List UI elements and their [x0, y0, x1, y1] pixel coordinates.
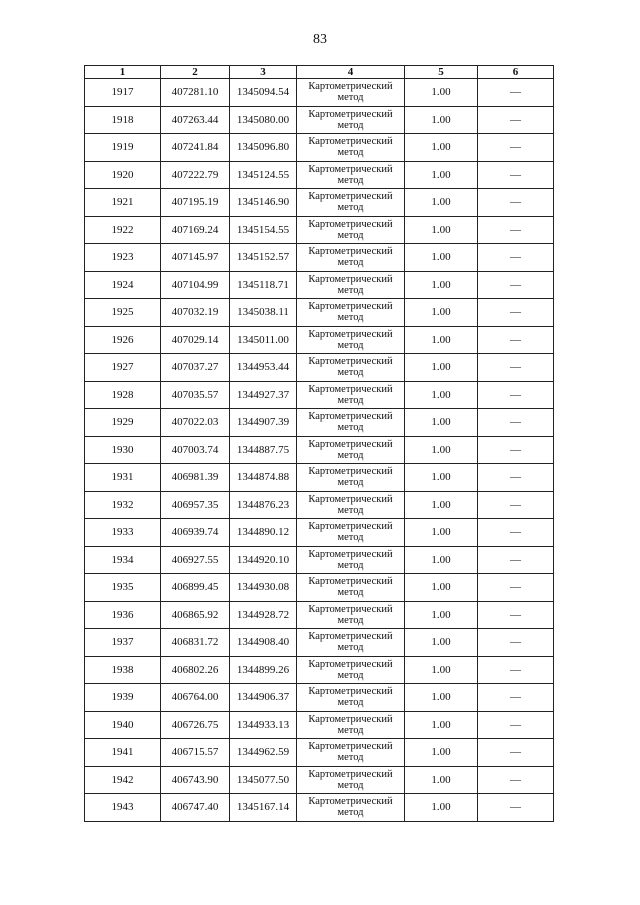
method-cell	[297, 106, 405, 134]
accuracy-cell: 1.00	[405, 766, 478, 794]
method-cell	[297, 766, 405, 794]
point-number-cell: 1932	[85, 491, 161, 519]
accuracy-cell: 1.00	[405, 106, 478, 134]
method-line-1: Картометрический	[308, 521, 393, 533]
method-line-2: метод	[337, 779, 364, 791]
point-number-cell: 1940	[85, 711, 161, 739]
method-line-1: Картометрический	[308, 603, 393, 615]
note-cell: —	[478, 271, 554, 299]
note-cell: —	[478, 464, 554, 492]
method-line-1: Картометрический	[308, 466, 393, 478]
x-coordinate-cell: 406981.39	[161, 464, 230, 492]
coordinates-table	[84, 65, 554, 822]
point-number-cell: 1922	[85, 216, 161, 244]
method-line-2: метод	[337, 504, 364, 516]
y-coordinate-cell: 1344933.13	[230, 711, 297, 739]
method-cell	[297, 601, 405, 629]
method-line-1: Картометрический	[308, 796, 393, 808]
point-number-cell: 1942	[85, 766, 161, 794]
table-row	[85, 216, 554, 244]
y-coordinate-cell: 1345080.00	[230, 106, 297, 134]
accuracy-cell: 1.00	[405, 326, 478, 354]
header-cell: 4	[297, 66, 405, 79]
table-row	[85, 244, 554, 272]
y-coordinate-cell: 1345118.71	[230, 271, 297, 299]
accuracy-cell: 1.00	[405, 409, 478, 437]
accuracy-cell: 1.00	[405, 601, 478, 629]
method-line-2: метод	[337, 147, 364, 159]
table-row	[85, 106, 554, 134]
y-coordinate-cell: 1344907.39	[230, 409, 297, 437]
note-cell: —	[478, 216, 554, 244]
method-cell	[297, 299, 405, 327]
point-number-cell: 1926	[85, 326, 161, 354]
point-number-cell: 1929	[85, 409, 161, 437]
method-line-1: Картометрический	[308, 218, 393, 230]
y-coordinate-cell: 1344899.26	[230, 656, 297, 684]
note-cell: —	[478, 436, 554, 464]
point-number-cell: 1928	[85, 381, 161, 409]
method-line-2: метод	[337, 202, 364, 214]
y-coordinate-cell: 1344890.12	[230, 519, 297, 547]
x-coordinate-cell: 407029.14	[161, 326, 230, 354]
accuracy-cell: 1.00	[405, 711, 478, 739]
x-coordinate-cell: 406927.55	[161, 546, 230, 574]
y-coordinate-cell: 1344927.37	[230, 381, 297, 409]
x-coordinate-cell: 407169.24	[161, 216, 230, 244]
method-cell	[297, 79, 405, 107]
method-cell	[297, 464, 405, 492]
method-line-1: Картометрический	[308, 438, 393, 450]
accuracy-cell: 1.00	[405, 464, 478, 492]
method-cell	[297, 794, 405, 822]
x-coordinate-cell: 407037.27	[161, 354, 230, 382]
method-line-1: Картометрический	[308, 493, 393, 505]
table-row	[85, 189, 554, 217]
note-cell: —	[478, 79, 554, 107]
method-line-1: Картометрический	[308, 631, 393, 643]
accuracy-cell: 1.00	[405, 299, 478, 327]
method-line-1: Картометрический	[308, 108, 393, 120]
x-coordinate-cell: 406899.45	[161, 574, 230, 602]
method-line-1: Картометрический	[308, 576, 393, 588]
note-cell: —	[478, 601, 554, 629]
point-number-cell: 1918	[85, 106, 161, 134]
method-line-2: метод	[337, 449, 364, 461]
method-line-2: метод	[337, 669, 364, 681]
table-row	[85, 381, 554, 409]
note-cell: —	[478, 656, 554, 684]
point-number-cell: 1933	[85, 519, 161, 547]
x-coordinate-cell: 406802.26	[161, 656, 230, 684]
y-coordinate-cell: 1345152.57	[230, 244, 297, 272]
method-line-2: метод	[337, 284, 364, 296]
method-line-2: метод	[337, 614, 364, 626]
method-cell	[297, 326, 405, 354]
y-coordinate-cell: 1345154.55	[230, 216, 297, 244]
y-coordinate-cell: 1345124.55	[230, 161, 297, 189]
table-row	[85, 519, 554, 547]
method-cell	[297, 739, 405, 767]
method-line-2: метод	[337, 642, 364, 654]
method-line-2: метод	[337, 312, 364, 324]
y-coordinate-cell: 1344953.44	[230, 354, 297, 382]
table-row	[85, 326, 554, 354]
point-number-cell: 1930	[85, 436, 161, 464]
note-cell: —	[478, 766, 554, 794]
header-cell: 6	[478, 66, 554, 79]
table-row	[85, 574, 554, 602]
x-coordinate-cell: 407035.57	[161, 381, 230, 409]
note-cell: —	[478, 134, 554, 162]
method-cell	[297, 354, 405, 382]
x-coordinate-cell: 407241.84	[161, 134, 230, 162]
y-coordinate-cell: 1345096.80	[230, 134, 297, 162]
header-row	[85, 66, 554, 79]
note-cell: —	[478, 574, 554, 602]
method-line-1: Картометрический	[308, 328, 393, 340]
y-coordinate-cell: 1344874.88	[230, 464, 297, 492]
note-cell: —	[478, 106, 554, 134]
accuracy-cell: 1.00	[405, 794, 478, 822]
method-cell	[297, 629, 405, 657]
note-cell: —	[478, 711, 554, 739]
method-line-1: Картометрический	[308, 246, 393, 258]
method-line-1: Картометрический	[308, 713, 393, 725]
y-coordinate-cell: 1344930.08	[230, 574, 297, 602]
note-cell: —	[478, 189, 554, 217]
note-cell: —	[478, 326, 554, 354]
method-line-1: Картометрический	[308, 686, 393, 698]
accuracy-cell: 1.00	[405, 739, 478, 767]
table-row	[85, 491, 554, 519]
x-coordinate-cell: 406831.72	[161, 629, 230, 657]
x-coordinate-cell: 406743.90	[161, 766, 230, 794]
x-coordinate-cell: 407022.03	[161, 409, 230, 437]
note-cell: —	[478, 519, 554, 547]
table-row	[85, 739, 554, 767]
method-line-2: метод	[337, 119, 364, 131]
method-line-2: метод	[337, 532, 364, 544]
method-cell	[297, 244, 405, 272]
y-coordinate-cell: 1345146.90	[230, 189, 297, 217]
point-number-cell: 1924	[85, 271, 161, 299]
x-coordinate-cell: 406865.92	[161, 601, 230, 629]
note-cell: —	[478, 354, 554, 382]
method-line-2: метод	[337, 807, 364, 819]
method-cell	[297, 519, 405, 547]
header-cell: 2	[161, 66, 230, 79]
accuracy-cell: 1.00	[405, 189, 478, 217]
method-line-2: метод	[337, 92, 364, 104]
y-coordinate-cell: 1344920.10	[230, 546, 297, 574]
method-cell	[297, 656, 405, 684]
method-cell	[297, 271, 405, 299]
method-cell	[297, 684, 405, 712]
header-cell: 1	[85, 66, 161, 79]
table-row	[85, 546, 554, 574]
method-line-2: метод	[337, 174, 364, 186]
y-coordinate-cell: 1345038.11	[230, 299, 297, 327]
table-row	[85, 684, 554, 712]
point-number-cell: 1934	[85, 546, 161, 574]
point-number-cell: 1919	[85, 134, 161, 162]
method-line-2: метод	[337, 257, 364, 269]
note-cell: —	[478, 409, 554, 437]
method-line-1: Картометрический	[308, 273, 393, 285]
header-cell: 5	[405, 66, 478, 79]
accuracy-cell: 1.00	[405, 134, 478, 162]
method-line-2: метод	[337, 697, 364, 709]
x-coordinate-cell: 406764.00	[161, 684, 230, 712]
method-line-1: Картометрический	[308, 81, 393, 93]
accuracy-cell: 1.00	[405, 354, 478, 382]
point-number-cell: 1917	[85, 79, 161, 107]
table-row	[85, 464, 554, 492]
x-coordinate-cell: 407003.74	[161, 436, 230, 464]
point-number-cell: 1938	[85, 656, 161, 684]
method-line-2: метод	[337, 724, 364, 736]
accuracy-cell: 1.00	[405, 546, 478, 574]
y-coordinate-cell: 1344908.40	[230, 629, 297, 657]
note-cell: —	[478, 629, 554, 657]
point-number-cell: 1923	[85, 244, 161, 272]
accuracy-cell: 1.00	[405, 161, 478, 189]
method-line-2: метод	[337, 394, 364, 406]
table-row	[85, 601, 554, 629]
method-line-1: Картометрический	[308, 136, 393, 148]
method-line-1: Картометрический	[308, 658, 393, 670]
method-cell	[297, 436, 405, 464]
note-cell: —	[478, 794, 554, 822]
table-row	[85, 629, 554, 657]
point-number-cell: 1939	[85, 684, 161, 712]
y-coordinate-cell: 1345167.14	[230, 794, 297, 822]
method-line-2: метод	[337, 477, 364, 489]
x-coordinate-cell: 406957.35	[161, 491, 230, 519]
point-number-cell: 1936	[85, 601, 161, 629]
note-cell: —	[478, 244, 554, 272]
y-coordinate-cell: 1344962.59	[230, 739, 297, 767]
accuracy-cell: 1.00	[405, 216, 478, 244]
point-number-cell: 1927	[85, 354, 161, 382]
method-line-1: Картометрический	[308, 548, 393, 560]
point-number-cell: 1925	[85, 299, 161, 327]
method-line-1: Картометрический	[308, 411, 393, 423]
table-row	[85, 766, 554, 794]
x-coordinate-cell: 407222.79	[161, 161, 230, 189]
x-coordinate-cell: 407104.99	[161, 271, 230, 299]
accuracy-cell: 1.00	[405, 244, 478, 272]
x-coordinate-cell: 406715.57	[161, 739, 230, 767]
page-number: 83	[313, 32, 327, 47]
y-coordinate-cell: 1345011.00	[230, 326, 297, 354]
table-row	[85, 711, 554, 739]
method-line-2: метод	[337, 559, 364, 571]
note-cell: —	[478, 161, 554, 189]
x-coordinate-cell: 407145.97	[161, 244, 230, 272]
table-row	[85, 656, 554, 684]
y-coordinate-cell: 1344876.23	[230, 491, 297, 519]
note-cell: —	[478, 546, 554, 574]
method-cell	[297, 216, 405, 244]
y-coordinate-cell: 1345094.54	[230, 79, 297, 107]
accuracy-cell: 1.00	[405, 79, 478, 107]
method-line-2: метод	[337, 339, 364, 351]
point-number-cell: 1931	[85, 464, 161, 492]
x-coordinate-cell: 406939.74	[161, 519, 230, 547]
table-row	[85, 299, 554, 327]
method-line-1: Картометрический	[308, 163, 393, 175]
method-line-2: метод	[337, 587, 364, 599]
point-number-cell: 1937	[85, 629, 161, 657]
point-number-cell: 1941	[85, 739, 161, 767]
x-coordinate-cell: 407032.19	[161, 299, 230, 327]
method-line-2: метод	[337, 367, 364, 379]
table-row	[85, 271, 554, 299]
x-coordinate-cell: 406726.75	[161, 711, 230, 739]
method-line-1: Картометрический	[308, 191, 393, 203]
method-cell	[297, 189, 405, 217]
method-line-2: метод	[337, 752, 364, 764]
method-cell	[297, 161, 405, 189]
method-line-1: Картометрический	[308, 356, 393, 368]
table-row	[85, 794, 554, 822]
accuracy-cell: 1.00	[405, 491, 478, 519]
x-coordinate-cell: 407263.44	[161, 106, 230, 134]
method-line-2: метод	[337, 229, 364, 241]
point-number-cell: 1920	[85, 161, 161, 189]
note-cell: —	[478, 739, 554, 767]
note-cell: —	[478, 491, 554, 519]
method-cell	[297, 409, 405, 437]
note-cell: —	[478, 684, 554, 712]
method-line-1: Картометрический	[308, 301, 393, 313]
table-row	[85, 134, 554, 162]
accuracy-cell: 1.00	[405, 656, 478, 684]
point-number-cell: 1921	[85, 189, 161, 217]
table-row	[85, 409, 554, 437]
accuracy-cell: 1.00	[405, 519, 478, 547]
note-cell: —	[478, 381, 554, 409]
table-row	[85, 436, 554, 464]
method-cell	[297, 381, 405, 409]
accuracy-cell: 1.00	[405, 629, 478, 657]
table-row	[85, 79, 554, 107]
accuracy-cell: 1.00	[405, 684, 478, 712]
method-line-2: метод	[337, 422, 364, 434]
header-cell: 3	[230, 66, 297, 79]
accuracy-cell: 1.00	[405, 271, 478, 299]
accuracy-cell: 1.00	[405, 436, 478, 464]
method-cell	[297, 546, 405, 574]
method-line-1: Картометрический	[308, 768, 393, 780]
note-cell: —	[478, 299, 554, 327]
y-coordinate-cell: 1345077.50	[230, 766, 297, 794]
point-number-cell: 1935	[85, 574, 161, 602]
table-row	[85, 161, 554, 189]
method-cell	[297, 491, 405, 519]
x-coordinate-cell: 406747.40	[161, 794, 230, 822]
method-cell	[297, 711, 405, 739]
y-coordinate-cell: 1344906.37	[230, 684, 297, 712]
table-row	[85, 354, 554, 382]
method-line-1: Картометрический	[308, 383, 393, 395]
method-cell	[297, 134, 405, 162]
accuracy-cell: 1.00	[405, 574, 478, 602]
y-coordinate-cell: 1344928.72	[230, 601, 297, 629]
point-number-cell: 1943	[85, 794, 161, 822]
y-coordinate-cell: 1344887.75	[230, 436, 297, 464]
accuracy-cell: 1.00	[405, 381, 478, 409]
method-line-1: Картометрический	[308, 741, 393, 753]
method-cell	[297, 574, 405, 602]
x-coordinate-cell: 407281.10	[161, 79, 230, 107]
x-coordinate-cell: 407195.19	[161, 189, 230, 217]
